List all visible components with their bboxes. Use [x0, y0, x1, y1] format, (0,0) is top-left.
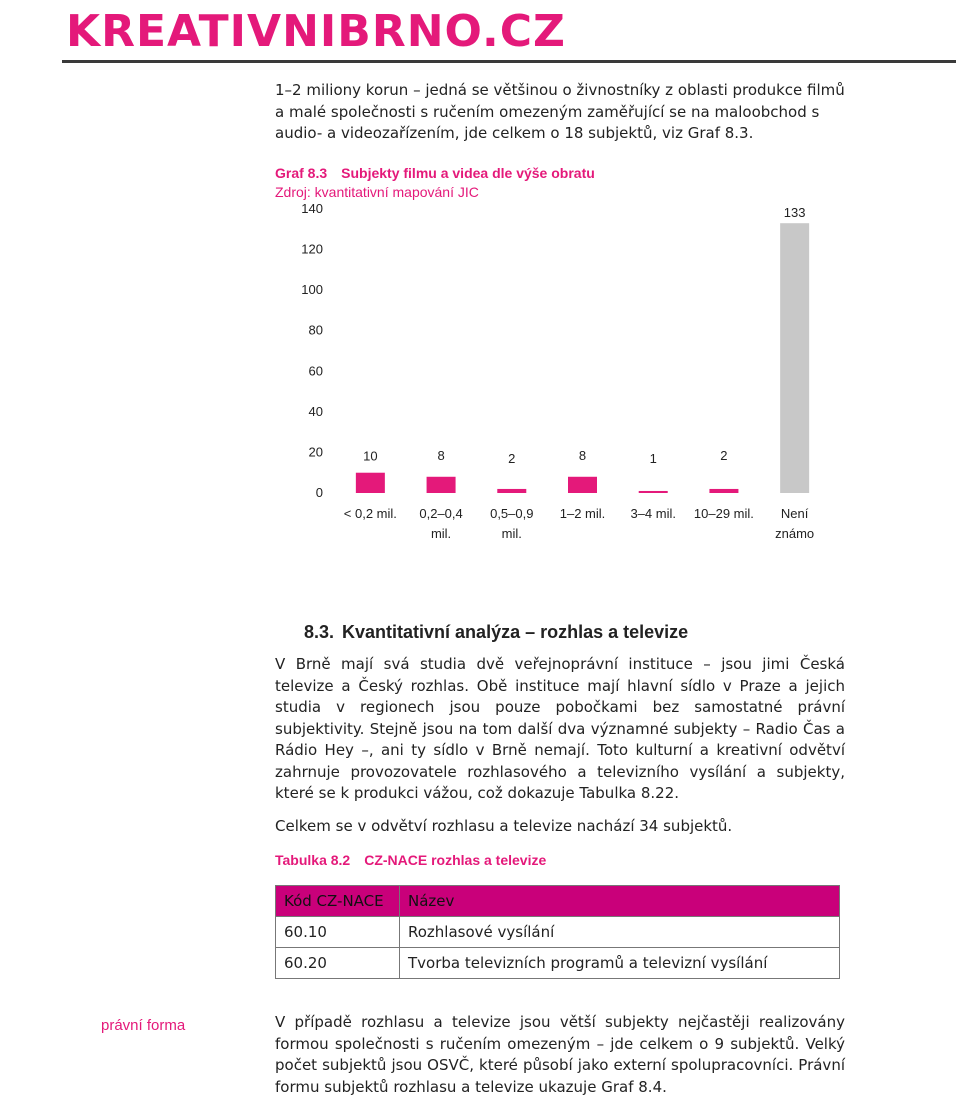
y-tick-label: 80 — [308, 322, 323, 338]
table-caption-title: CZ-NACE rozhlas a televize — [364, 852, 547, 868]
x-tick-label: mil. — [501, 526, 522, 541]
y-tick-label: 40 — [308, 403, 323, 419]
cell-code: 60.10 — [276, 917, 400, 948]
final-paragraph: V případě rozhlasu a televize jsou větší subjekty nejčastěji realizovány formou společnosti s ručením omezeným – jde celkem o 9 subjektů. Velký počet subjektů jsou OSVČ, které působí jako externí spolupracovníci. Právní formu subjektů rozhlasu a televize ukazuje Graf 8.4. — [275, 1013, 845, 1096]
cell-name: Rozhlasové vysílání — [400, 917, 840, 948]
table-row — [276, 917, 840, 948]
bar — [639, 491, 668, 493]
y-tick-label: 0 — [315, 485, 323, 500]
cz-nace-table — [275, 885, 840, 979]
cell-name: Tvorba televizních programů a televizní vysílání — [400, 948, 840, 979]
section-number: 8.3. — [304, 622, 335, 642]
bar — [568, 477, 597, 493]
table-caption — [275, 852, 546, 868]
header-name: Název — [400, 886, 840, 917]
data-label: 8 — [578, 448, 587, 463]
x-tick-label: 0,2–0,4 — [419, 506, 463, 521]
data-label: 133 — [783, 205, 806, 221]
table-caption-number: Tabulka 8.2 — [275, 852, 351, 868]
side-label: právní forma — [101, 1017, 186, 1034]
data-label: 10 — [363, 448, 378, 464]
bar — [780, 223, 809, 493]
x-tick-label: 3–4 mil. — [630, 506, 676, 521]
section-paragraph: V Brně mají svá studia dvě veřejnoprávní instituce – jsou jimi Česká televize a Český rozhlas. Obě instituce mají hlavní sídlo v Praze a jejich studia v regionech jsou pouze pobočkami bez samostatné právní subjektivity. Stejně jsou na tom další dva významné subjekty – Radio Čas a Rádio Hey –, ani ty sídlo v Brně nemají. Toto kulturní a kreativní odvětví zahrnuje provozovatele rozhlasového a televizního vysílání a subjekty, které se k produkci vážou, což dokazuje Tabulka 8.22. — [275, 655, 845, 802]
section-heading — [304, 622, 688, 643]
data-label: 1 — [649, 451, 657, 466]
x-tick-label: 1–2 mil. — [559, 506, 606, 521]
site-logo: KREATIVNIBRNO.CZ — [66, 6, 566, 57]
cell-code: 60.20 — [276, 948, 400, 979]
bar — [427, 477, 456, 493]
x-tick-label: známo — [775, 526, 815, 541]
y-tick-label: 100 — [301, 282, 323, 298]
x-tick-label: 0,5–0,9 — [490, 506, 534, 521]
bar — [709, 489, 738, 493]
data-label: 2 — [508, 451, 516, 466]
x-tick-label: Není — [780, 506, 809, 521]
section-title: Kvantitativní analýza – rozhlas a televize — [342, 622, 689, 642]
y-tick-label: 120 — [301, 241, 323, 257]
y-tick-label: 60 — [308, 363, 323, 379]
x-tick-label: < 0,2 mil. — [343, 506, 397, 521]
y-tick-label: 20 — [308, 444, 323, 460]
turnover-bar-chart — [270, 196, 840, 556]
bar — [356, 473, 385, 493]
chart-caption-title: Subjekty filmu a videa dle výše obratu — [341, 165, 595, 181]
y-tick-label: 140 — [301, 201, 323, 216]
header-code: Kód CZ-NACE — [276, 886, 400, 917]
header-divider — [62, 60, 956, 63]
table-header-row — [276, 886, 840, 917]
x-tick-label: 10–29 mil. — [693, 506, 754, 521]
data-label: 8 — [437, 448, 445, 463]
chart-source: Zdroj: kvantitativní mapování JIC — [275, 184, 479, 200]
chart-caption — [275, 165, 595, 181]
chart-caption-number: Graf 8.3 — [275, 165, 328, 181]
table-row — [276, 948, 840, 979]
data-label: 2 — [720, 448, 728, 463]
bar — [497, 489, 526, 493]
x-tick-label: mil. — [430, 526, 452, 541]
intro-paragraph: 1–2 miliony korun – jedná se většinou o živnostníky z oblasti produkce filmů a malé společnosti s ručením omezeným zaměřující se na maloobchod s audio- a videozařízením, jde celkem o 18 subjektů, viz Graf 8.3. — [275, 81, 845, 142]
section-summary: Celkem se v odvětví rozhlasu a televize nachází 34 subjektů. — [275, 817, 733, 835]
